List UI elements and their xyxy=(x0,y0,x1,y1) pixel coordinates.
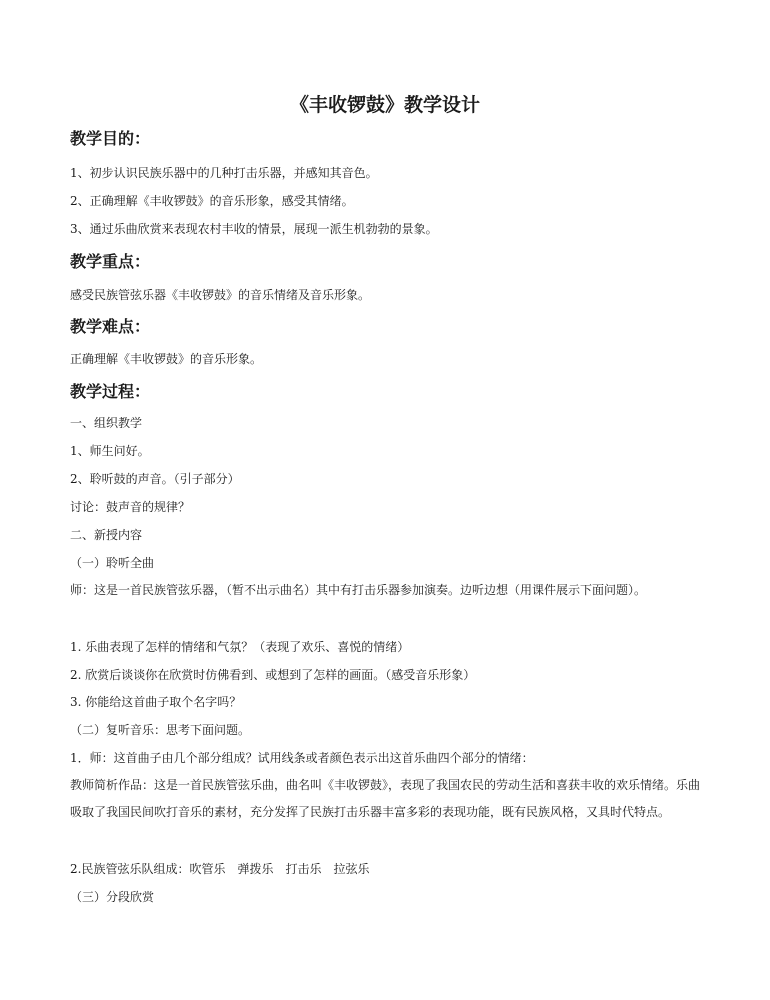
document-title: 《丰收锣鼓》教学设计 xyxy=(289,94,480,116)
process-item: 教师简析作品：这是一首民族管弦乐曲，曲名叫《丰收锣鼓》，表现了我国农民的劳动生活和喜获丰收的欢乐情绪。乐曲吸取了我国民间吹打音乐的素材，充分发挥了民族打击乐器丰富多彩的表现功能，既有民族风格，又具时代特点。 xyxy=(70,778,701,819)
difficulties-heading: 教学难点： xyxy=(70,317,151,336)
objective-item: 3、通过乐曲欣赏来表现农村丰收的情景，展现一派生机勃勃的景象。 xyxy=(70,222,438,236)
process-item: （二）复听音乐：思考下面问题。 xyxy=(70,723,251,737)
process-item: 二、新授内容 xyxy=(70,528,143,542)
difficulty-item: 正确理解《丰收锣鼓》的音乐形象。 xyxy=(70,352,263,366)
process-item: 2、聆听鼓的声音。（引子部分） xyxy=(70,472,240,486)
objectives-heading: 教学目的： xyxy=(70,129,151,148)
process-item: 1．师：这首曲子由几个部分组成？试用线条或者颜色表示出这首乐曲四个部分的情绪： xyxy=(70,751,534,765)
objective-item: 1、初步认识民族乐器中的几种打击乐器，并感知其音色。 xyxy=(70,166,378,180)
process-item: 一、组织教学 xyxy=(70,416,143,430)
process-item: 2.民族管弦乐队组成：吹管乐 弹拨乐 打击乐 拉弦乐 xyxy=(70,862,370,876)
objective-item: 2、正确理解《丰收锣鼓》的音乐形象，感受其情绪。 xyxy=(70,194,354,208)
process-item: 师：这是一首民族管弦乐器，（暂不出示曲名）其中有打击乐器参加演奏。边听边想（用课件展示下面问题）。 xyxy=(70,583,647,597)
process-item: 讨论：鼓声音的规律？ xyxy=(70,500,191,514)
process-item: （三）分段欣赏 xyxy=(70,890,155,904)
process-item: 2. 欣赏后谈谈你在欣赏时仿佛看到、或想到了怎样的画面。（感受音乐形象） xyxy=(70,668,476,682)
key-points-heading: 教学重点： xyxy=(70,252,151,271)
process-item: 1. 乐曲表现了怎样的情绪和气氛？（表现了欢乐、喜悦的情绪） xyxy=(70,640,410,654)
key-point-item: 感受民族管弦乐器《丰收锣鼓》的音乐情绪及音乐形象。 xyxy=(70,288,371,302)
process-item: （一）聆听全曲 xyxy=(70,556,155,570)
process-item: 3. 你能给这首曲子取个名字吗？ xyxy=(70,695,242,709)
process-item: 1、师生问好。 xyxy=(70,444,150,458)
process-heading: 教学过程： xyxy=(70,382,151,401)
